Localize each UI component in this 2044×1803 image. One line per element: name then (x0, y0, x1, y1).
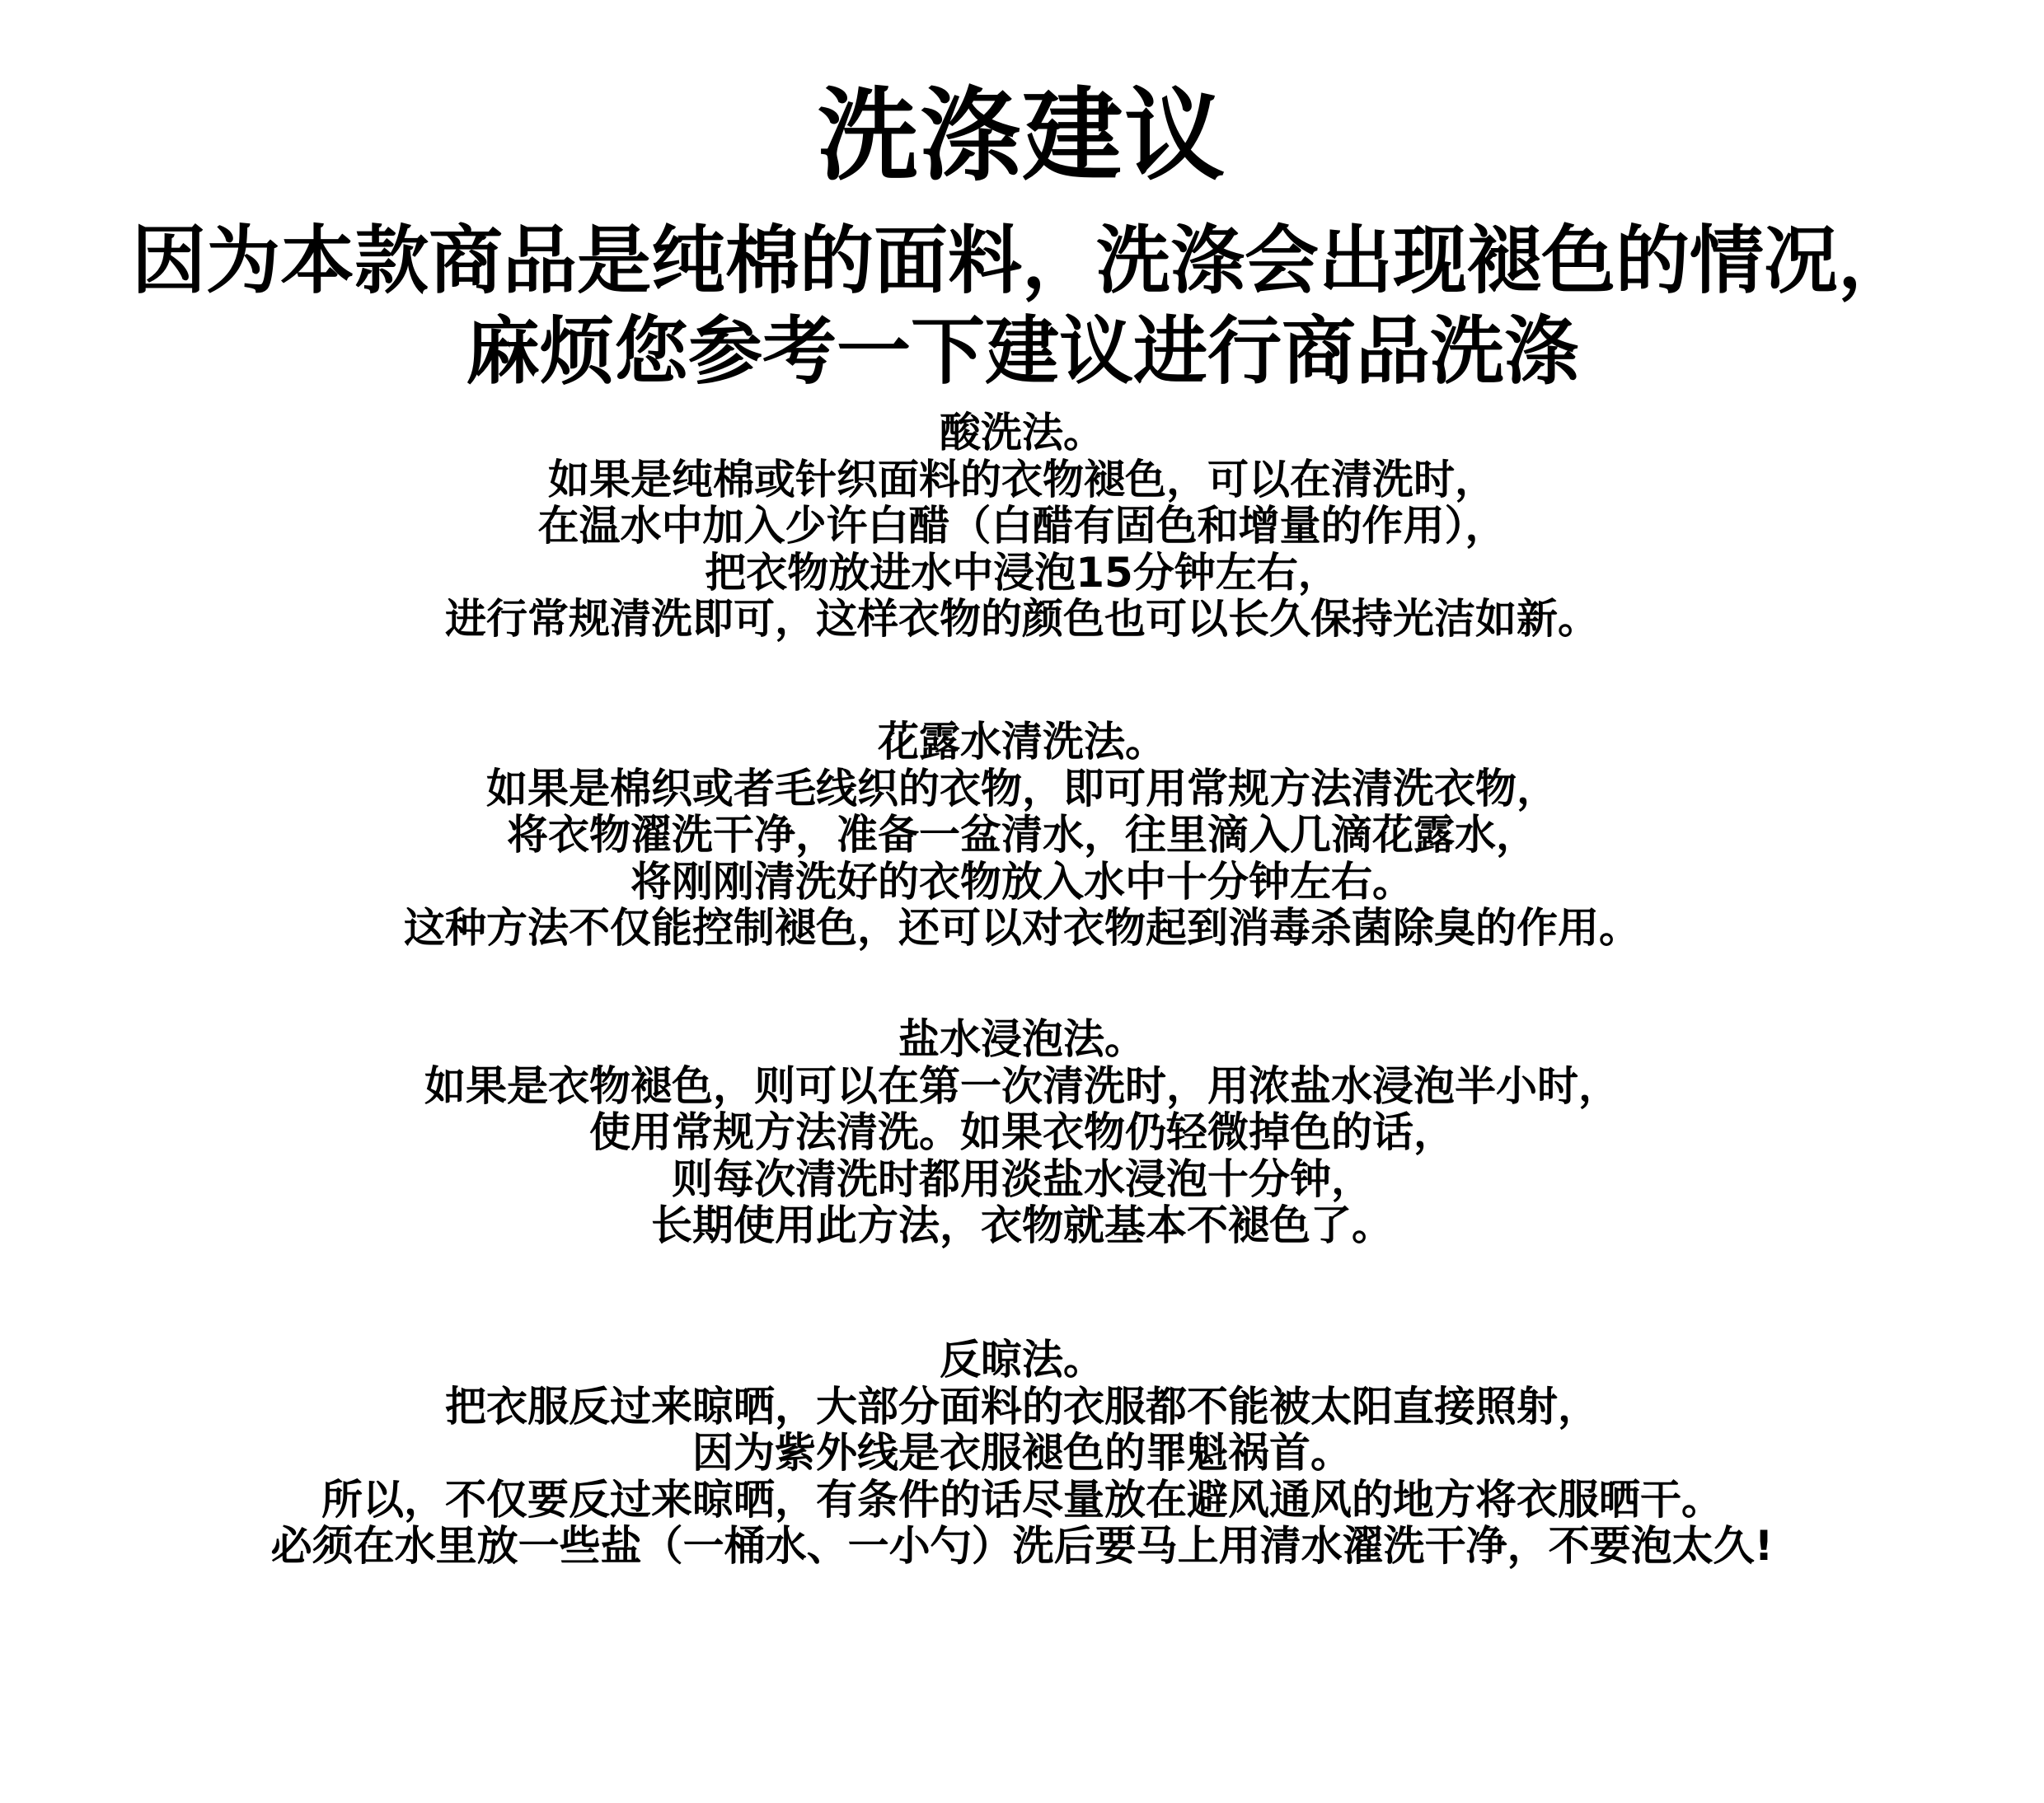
section-line: 将衣物濯洗干净，准备一盆清水，往里滴入几滴花露水， (507, 811, 1537, 859)
section-line: 把衣物放进水中浸泡15分钟左右， (705, 548, 1339, 597)
method-section-toilet-water (0, 719, 2044, 952)
subtitle-line: 因为本款商品是纯棉的面料，洗涤会出现褪色的情况， (132, 218, 1912, 304)
method-section-acid-wash (0, 410, 2044, 643)
section-line: 如果是棉织或者毛线织的衣物，即可用常规方法清洗衣物， (486, 764, 1558, 813)
section-heading: 酸洗法。 (940, 409, 1104, 457)
section-line: 因为紫外线是衣服褪色的罪魁祸首。 (692, 1429, 1352, 1477)
section-line: 使用常规方法清洗。如果衣物仍轻微掉色的话， (589, 1108, 1455, 1156)
page-subtitle (0, 216, 2044, 397)
section-heading: 盐水浸泡法。 (898, 1015, 1146, 1063)
section-line: 这种方法不仅能控制褪色，还可以对衣物起到消毒杀菌除臭的作用。 (404, 904, 1640, 952)
section-line: 如果是纯棉或针织面料的衣物褪色，可以在清洗时， (548, 455, 1496, 503)
section-heading: 反晾法。 (940, 1336, 1104, 1384)
section-line: 必须在水里放一些盐（一桶水、一小勺）洗后要马上用清水濯洗干净，不要泡太久! (270, 1522, 1774, 1570)
section-line: 将刚刚清洗好的衣物放入水中十分钟左右。 (631, 857, 1413, 906)
section-line: 把衣服反过来晾晒，大部分面料的衣服都不能被太阳直接照射， (445, 1382, 1599, 1431)
method-section-inside-out-drying (0, 1337, 2044, 1570)
section-line: 在温水中加入少许白醋（白醋有固色和增量的作用）， (537, 502, 1507, 550)
method-section-salt-water (0, 1016, 2044, 1249)
section-line: 所以，不仅要反过来晾晒，有条件的话尽量放在避风通风的地方将衣服晒干。 (321, 1475, 1723, 1524)
page-title: 洗涤建议 (818, 77, 1226, 194)
section-line: 进行常规清洗即可，这样衣物的颜色也可以长久保持光洁如新。 (445, 595, 1599, 643)
section-line: 则每次清洗时都用淡盐水浸泡十分钟， (672, 1154, 1372, 1203)
section-line: 长期使用此方法，衣物就基本不褪色了。 (651, 1201, 1393, 1249)
subtitle-line: 麻烦您参考一下建议进行商品洗涤 (466, 308, 1578, 395)
section-line: 如果是衣物褪色，则可以在第一次清洗时，用浓盐水浸泡半小时， (424, 1061, 1620, 1110)
section-heading: 花露水清洗法。 (878, 718, 1166, 766)
